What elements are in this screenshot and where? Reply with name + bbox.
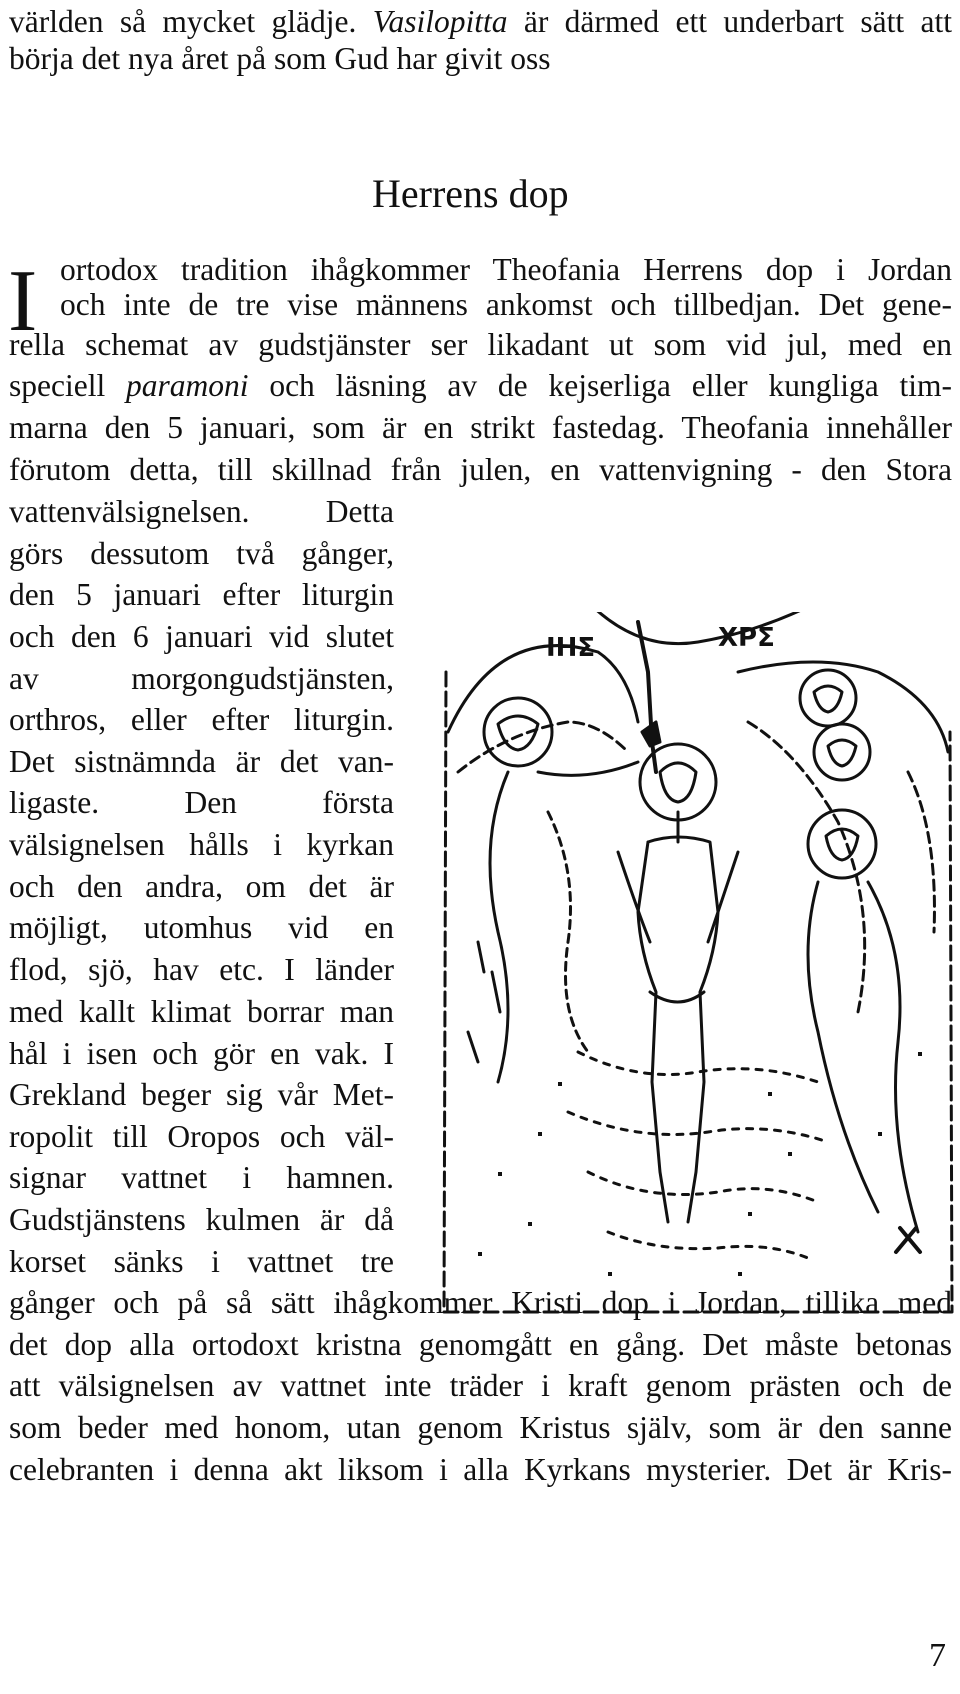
body-line: och den andra, om det är <box>9 869 394 904</box>
body-line: Grekland beger sig vår Met- <box>9 1077 394 1112</box>
body-line: börja det nya året på som Gud har givit oss <box>9 41 551 76</box>
body-line: orthros, eller efter liturgin. <box>9 702 394 737</box>
body-line: korset sänks i vattnet tre <box>9 1244 394 1279</box>
body-line: som beder med honom, utan genom Kristus själv, som är den sanne <box>9 1410 952 1445</box>
body-line: signar vattnet i hamnen. <box>9 1160 394 1195</box>
body-line: görs dessutom två gånger, <box>9 536 394 571</box>
body-line: Det sistnämnda är det van- <box>9 744 394 779</box>
body-line: och den 6 januari vid slutet <box>9 619 394 654</box>
body-line: flod, sjö, hav etc. I länder <box>9 952 394 987</box>
drop-cap: I <box>8 253 38 350</box>
page-number: 7 <box>929 1637 946 1674</box>
body-line: marna den 5 januari, som är en strikt fastedag. Theofania innehåller <box>9 410 952 445</box>
body-line: rella schemat av gudstjänster ser likadant ut som vid jul, med en <box>9 327 952 362</box>
body-line: ortodox tradition ihågkommer Theofania Herrens dop i Jordan <box>60 252 952 287</box>
body-line: speciell paramoni och läsning av de kejserliga eller kungliga tim- <box>9 368 952 403</box>
section-title: Herrens dop <box>372 171 569 216</box>
body-line: vattenvälsignelsen. Detta <box>9 494 394 529</box>
body-line: hål i isen och gör en vak. I <box>9 1036 394 1071</box>
body-line: ropolit till Oropos och väl- <box>9 1119 394 1154</box>
body-line: och inte de tre vise männens ankomst och tillbedjan. Det gene- <box>60 287 952 322</box>
body-line: förutom detta, till skillnad från julen, en vattenvigning - den Stora <box>9 452 952 487</box>
body-line: celebranten i denna akt liksom i alla Kyrkans mysterier. Det är Kris- <box>9 1452 952 1487</box>
body-line: världen så mycket glädje. Vasilopitta är därmed ett underbart sätt att <box>9 4 952 39</box>
body-line: att välsignelsen av vattnet inte träder i kraft genom prästen och de <box>9 1368 952 1403</box>
body-line: med kallt klimat borrar man <box>9 994 394 1029</box>
body-line: gånger och på så sätt ihågkommer Kristi dop i Jordan, tillika med <box>9 1285 952 1320</box>
icon-inscription-left: ΙΗΣ <box>546 633 596 663</box>
icon-inscription-right: ΧΡΣ <box>718 623 775 653</box>
body-line: det dop alla ortodoxt kristna genomgått en gång. Det måste betonas <box>9 1327 952 1362</box>
body-line: Gudstjänstens kulmen är då <box>9 1202 394 1237</box>
body-line: av morgongudstjänsten, <box>9 661 394 696</box>
body-line: välsignelsen hålls i kyrkan <box>9 827 394 862</box>
body-line: ligaste. Den första <box>9 785 394 820</box>
theophany-icon-illustration <box>438 612 958 1320</box>
body-line: möjligt, utomhus vid en <box>9 910 394 945</box>
body-line: den 5 januari efter liturgin <box>9 577 394 612</box>
